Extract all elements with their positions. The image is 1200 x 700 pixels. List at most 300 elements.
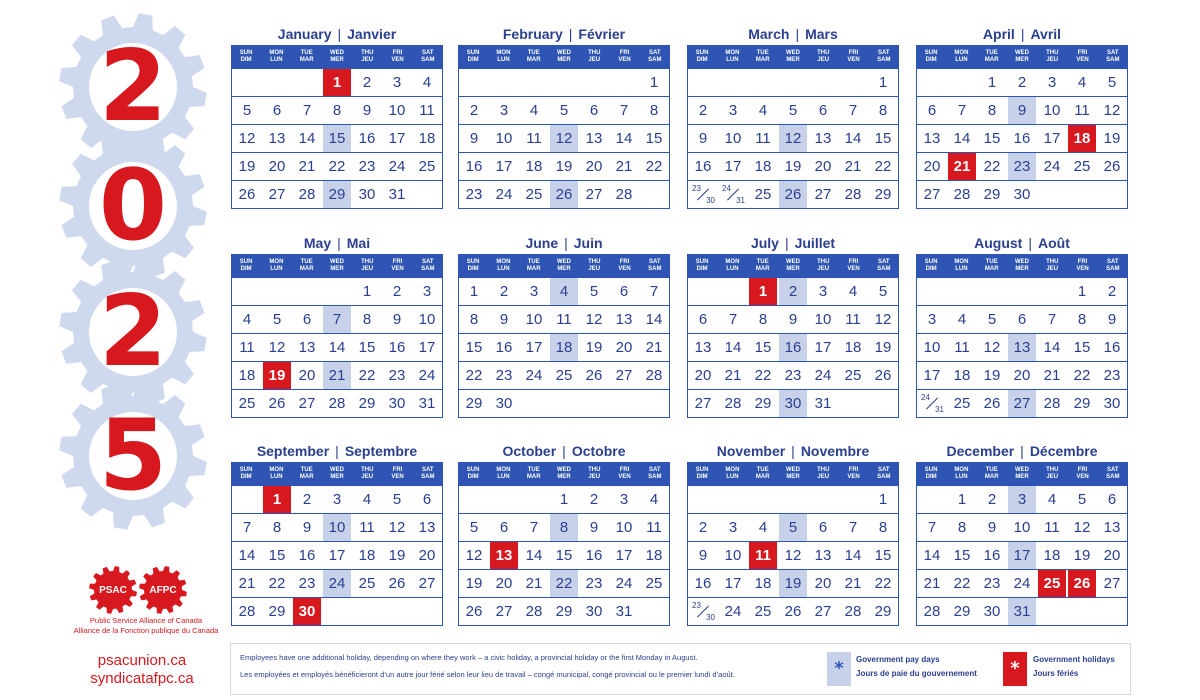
- weekday-fr: MAR: [755, 57, 770, 63]
- day-cell: 12: [983, 339, 1001, 356]
- day-cell: 27: [585, 186, 603, 203]
- weekday-thu: [579, 462, 609, 486]
- day-cell: 2: [589, 491, 599, 508]
- week-row: [917, 389, 1127, 417]
- day-cell: 29: [268, 603, 286, 620]
- day-cell: 21: [724, 367, 742, 384]
- day-cell: 2: [469, 102, 479, 119]
- day-cell: 4: [362, 491, 372, 508]
- empty-cell: [460, 69, 488, 96]
- day-grid: [231, 278, 443, 418]
- day-cell: 25: [525, 186, 543, 203]
- weekday-en: MON: [269, 467, 284, 473]
- day-cell: [719, 181, 747, 208]
- weekday-en: THU: [588, 467, 601, 473]
- empty-cell: [323, 278, 351, 305]
- week-row: [232, 389, 442, 417]
- split-day-top: 24: [722, 184, 731, 193]
- weekday-tue: [519, 254, 549, 278]
- holiday-day-cell: 1: [263, 486, 291, 513]
- day-cell: 26: [784, 603, 802, 620]
- day-cell: 6: [1017, 311, 1027, 328]
- day-cell: 24: [724, 603, 742, 620]
- weekday-en: THU: [361, 50, 374, 56]
- week-row: [688, 96, 898, 124]
- day-cell: 24: [388, 158, 406, 175]
- day-cell: 13: [268, 130, 286, 147]
- day-grid: [916, 486, 1128, 626]
- month-title-en: September: [256, 443, 330, 459]
- month-title-en: March: [748, 26, 790, 42]
- day-cell: 14: [298, 130, 316, 147]
- day-cell: 4: [1077, 74, 1087, 91]
- day-cell: 12: [388, 519, 406, 536]
- day-cell: 10: [923, 339, 941, 356]
- weekday-fr: JEU: [361, 266, 374, 272]
- day-cell: 5: [878, 283, 888, 300]
- payday-day-cell: 21: [323, 362, 351, 389]
- week-row: [917, 124, 1127, 152]
- weekday-fr: LUN: [955, 57, 968, 63]
- month-title-fr: Avril: [1030, 26, 1062, 42]
- day-cell: 9: [987, 519, 997, 536]
- weekday-fr: MAR: [755, 266, 770, 272]
- weekday-en: FRI: [1077, 467, 1088, 473]
- weekday-fr: VEN: [391, 57, 404, 63]
- day-cell: 5: [1107, 74, 1117, 91]
- day-cell: 12: [465, 547, 483, 564]
- day-cell: 19: [1103, 130, 1121, 147]
- week-row: [917, 305, 1127, 333]
- day-cell: 4: [1047, 491, 1057, 508]
- day-cell: 21: [1043, 367, 1061, 384]
- week-row: [459, 486, 669, 513]
- title-separator: |: [1020, 443, 1024, 459]
- day-cell: 6: [818, 519, 828, 536]
- weekday-fr: LUN: [497, 57, 510, 63]
- weekday-fr: JEU: [588, 474, 601, 480]
- day-cell: 1: [649, 74, 659, 91]
- weekday-sun: [687, 462, 717, 486]
- weekday-sun: [458, 462, 488, 486]
- weekday-fr: SAM: [877, 474, 891, 480]
- empty-cell: [520, 486, 548, 513]
- day-cell: 14: [615, 130, 633, 147]
- empty-cell: [293, 69, 321, 96]
- weekday-en: SUN: [466, 467, 480, 473]
- month-title: [458, 440, 670, 462]
- weekday-fr: MAR: [299, 266, 314, 272]
- weekday-fr: SAM: [421, 474, 435, 480]
- day-cell: 27: [694, 395, 712, 412]
- weekday-en: THU: [817, 259, 830, 265]
- day-cell: 13: [298, 339, 316, 356]
- empty-cell: [580, 390, 608, 417]
- weekday-fri: [382, 45, 412, 69]
- day-cell: 26: [585, 367, 603, 384]
- empty-cell: [918, 278, 946, 305]
- day-cell: 16: [298, 547, 316, 564]
- week-row: [459, 278, 669, 305]
- holiday-day-cell: 1: [323, 69, 351, 96]
- empty-cell: [233, 69, 261, 96]
- day-cell: 23: [358, 158, 376, 175]
- day-cell: 19: [555, 158, 573, 175]
- weekday-en: SUN: [239, 50, 253, 56]
- day-cell: 1: [1077, 283, 1087, 300]
- day-cell: 5: [469, 519, 479, 536]
- day-cell: 26: [983, 395, 1001, 412]
- day-cell: 18: [418, 130, 436, 147]
- day-cell: 27: [298, 395, 316, 412]
- week-row: [688, 486, 898, 513]
- week-row: [688, 569, 898, 597]
- day-cell: 25: [238, 395, 256, 412]
- month-title: [916, 232, 1128, 254]
- day-cell: 20: [615, 339, 633, 356]
- day-cell: 25: [418, 158, 436, 175]
- day-cell: 17: [923, 367, 941, 384]
- day-cell: 3: [728, 102, 738, 119]
- day-cell: 13: [418, 519, 436, 536]
- weekday-fr: MAR: [526, 57, 541, 63]
- day-cell: 8: [957, 519, 967, 536]
- weekday-sun: [231, 254, 261, 278]
- day-cell: 7: [302, 102, 312, 119]
- day-cell: 22: [268, 575, 286, 592]
- week-row: [688, 361, 898, 389]
- weekday-en: TUE: [527, 467, 540, 473]
- weekday-en: MON: [269, 259, 284, 265]
- day-cell: 20: [814, 575, 832, 592]
- day-cell: 29: [953, 603, 971, 620]
- title-separator: |: [568, 26, 573, 42]
- month-title-fr: Mars: [805, 26, 838, 42]
- weekday-tue: [748, 254, 778, 278]
- split-day-bottom: 31: [736, 196, 745, 205]
- day-cell: 31: [388, 186, 406, 203]
- payday-day-cell: 16: [779, 334, 807, 361]
- day-cell: 22: [953, 575, 971, 592]
- day-cell: 24: [1043, 158, 1061, 175]
- weekday-en: TUE: [985, 50, 998, 56]
- day-cell: 9: [302, 519, 312, 536]
- split-day-bottom: 31: [935, 405, 944, 414]
- day-cell: 18: [645, 547, 663, 564]
- week-row: [459, 541, 669, 569]
- day-cell: 4: [848, 283, 858, 300]
- day-cell: 28: [1043, 395, 1061, 412]
- day-cell: 28: [844, 186, 862, 203]
- split-day-bottom: 30: [706, 613, 715, 622]
- day-cell: 7: [848, 519, 858, 536]
- day-cell: 13: [615, 311, 633, 328]
- empty-cell: [233, 278, 261, 305]
- empty-cell: [1098, 181, 1126, 208]
- weekday-sun: [458, 45, 488, 69]
- weekday-en: SUN: [695, 50, 709, 56]
- day-cell: 10: [615, 519, 633, 536]
- weekday-wed: [778, 462, 808, 486]
- day-cell: 19: [465, 575, 483, 592]
- weekday-fr: VEN: [847, 57, 860, 63]
- day-cell: 25: [358, 575, 376, 592]
- weekday-en: SAT: [1107, 259, 1119, 265]
- week-row: [917, 152, 1127, 180]
- day-cell: 16: [694, 158, 712, 175]
- day-cell: 11: [1074, 102, 1090, 119]
- day-cell: 28: [298, 186, 316, 203]
- weekday-wed: [322, 462, 352, 486]
- weekday-fri: [1067, 45, 1097, 69]
- empty-cell: [520, 69, 548, 96]
- day-cell: 20: [694, 367, 712, 384]
- day-cell: 31: [615, 603, 633, 620]
- weekday-sat: [640, 45, 670, 69]
- day-cell: 25: [754, 603, 772, 620]
- day-cell: 17: [525, 339, 543, 356]
- weekday-mon: [946, 462, 976, 486]
- day-cell: 13: [814, 130, 832, 147]
- weekday-header: [687, 45, 899, 69]
- week-row: [688, 333, 898, 361]
- weekday-fr: VEN: [847, 474, 860, 480]
- weekday-header: [916, 462, 1128, 486]
- weekday-wed: [322, 45, 352, 69]
- weekday-fri: [382, 254, 412, 278]
- day-cell: 19: [874, 339, 892, 356]
- day-cell: 23: [298, 575, 316, 592]
- empty-cell: [689, 486, 717, 513]
- day-cell: 9: [698, 130, 708, 147]
- day-cell: 11: [239, 339, 255, 356]
- weekday-sun: [687, 254, 717, 278]
- day-cell: 28: [953, 186, 971, 203]
- empty-cell: [869, 390, 897, 417]
- weekday-tue: [519, 462, 549, 486]
- day-cell: 14: [953, 130, 971, 147]
- weekday-fri: [609, 254, 639, 278]
- day-cell: 23: [388, 367, 406, 384]
- weekday-fr: VEN: [1076, 266, 1089, 272]
- day-cell: 5: [559, 102, 569, 119]
- year-digit-2: 0: [98, 149, 168, 263]
- empty-cell: [383, 598, 411, 625]
- day-cell: 24: [814, 367, 832, 384]
- day-cell: 12: [1103, 102, 1121, 119]
- legend-payday-fr: Jours de paie du gouvernement: [856, 669, 977, 678]
- empty-cell: [839, 390, 867, 417]
- day-cell: 17: [724, 575, 742, 592]
- weekday-tue: [292, 45, 322, 69]
- weekday-en: SAT: [422, 50, 434, 56]
- week-row: [917, 180, 1127, 208]
- day-cell: 31: [418, 395, 436, 412]
- week-row: [688, 389, 898, 417]
- day-cell: 8: [469, 311, 479, 328]
- weekday-en: SUN: [239, 467, 253, 473]
- empty-cell: [323, 598, 351, 625]
- day-cell: 14: [844, 130, 862, 147]
- day-cell: 22: [328, 158, 346, 175]
- day-cell: 29: [874, 603, 892, 620]
- weekday-en: SUN: [695, 259, 709, 265]
- day-cell: 17: [1043, 130, 1061, 147]
- weekday-fr: DIM: [696, 266, 708, 272]
- empty-cell: [413, 181, 441, 208]
- website-fr-link[interactable]: syndicatafpc.ca: [90, 670, 194, 687]
- day-cell: 15: [754, 339, 772, 356]
- weekday-sat: [640, 462, 670, 486]
- day-cell: 26: [388, 575, 406, 592]
- day-cell: 6: [1107, 491, 1117, 508]
- day-grid: [687, 486, 899, 626]
- payday-day-cell: 19: [779, 570, 807, 597]
- logo-psac-text: PSAC: [99, 585, 127, 596]
- empty-cell: [263, 69, 291, 96]
- month-title-fr: Janvier: [347, 26, 397, 42]
- day-cell: 12: [268, 339, 286, 356]
- day-cell: 15: [555, 547, 573, 564]
- day-cell: 22: [465, 367, 483, 384]
- day-cell: 19: [585, 339, 603, 356]
- weekday-en: SAT: [878, 467, 890, 473]
- month-april: [916, 23, 1128, 209]
- weekday-tue: [292, 254, 322, 278]
- day-cell: 28: [238, 603, 256, 620]
- day-cell: 4: [957, 311, 967, 328]
- day-cell: 26: [1103, 158, 1121, 175]
- day-cell: 14: [525, 547, 543, 564]
- month-february: [458, 23, 670, 209]
- day-cell: 12: [238, 130, 256, 147]
- weekday-fr: DIM: [467, 266, 479, 272]
- weekday-fr: SAM: [648, 57, 662, 63]
- empty-cell: [550, 69, 578, 96]
- weekday-fr: JEU: [817, 57, 830, 63]
- weekday-fri: [609, 462, 639, 486]
- weekday-en: TUE: [527, 259, 540, 265]
- day-cell: 5: [788, 102, 798, 119]
- day-cell: 21: [615, 158, 633, 175]
- weekday-en: SAT: [422, 259, 434, 265]
- month-title-fr: Août: [1037, 235, 1070, 251]
- day-cell: 31: [814, 395, 832, 412]
- day-cell: 2: [698, 102, 708, 119]
- weekday-mon: [488, 254, 518, 278]
- weekday-tue: [977, 462, 1007, 486]
- weekday-fr: LUN: [726, 57, 739, 63]
- empty-cell: [918, 486, 946, 513]
- weekday-en: FRI: [392, 467, 403, 473]
- day-cell: 12: [874, 311, 892, 328]
- month-title: [687, 232, 899, 254]
- day-cell: 17: [388, 130, 406, 147]
- week-row: [232, 486, 442, 513]
- day-cell: 2: [1017, 74, 1027, 91]
- left-panel: [0, 0, 220, 700]
- day-cell: [689, 598, 717, 625]
- day-grid: [231, 69, 443, 209]
- weekday-fr: MAR: [299, 474, 314, 480]
- day-cell: 17: [814, 339, 832, 356]
- weekday-fr: MER: [557, 266, 571, 272]
- weekday-thu: [579, 254, 609, 278]
- day-cell: 13: [814, 547, 832, 564]
- weekday-fr: SAM: [421, 57, 435, 63]
- week-row: [232, 361, 442, 389]
- weekday-fr: LUN: [726, 474, 739, 480]
- weekday-fr: MER: [1015, 57, 1029, 63]
- week-row: [917, 333, 1127, 361]
- website-en-link[interactable]: psacunion.ca: [97, 652, 187, 669]
- month-title-en: July: [750, 235, 779, 251]
- empty-cell: [263, 278, 291, 305]
- week-row: [459, 96, 669, 124]
- title-separator: |: [564, 235, 568, 251]
- weekday-en: TUE: [985, 467, 998, 473]
- day-cell: 3: [1047, 74, 1057, 91]
- month-january: [231, 23, 443, 209]
- week-row: [459, 305, 669, 333]
- day-cell: 9: [589, 519, 599, 536]
- weekday-en: THU: [1046, 467, 1059, 473]
- payday-day-cell: 18: [550, 334, 578, 361]
- week-row: [917, 361, 1127, 389]
- day-cell: 14: [1043, 339, 1061, 356]
- weekday-en: FRI: [848, 50, 859, 56]
- weekday-fr: SAM: [877, 266, 891, 272]
- payday-day-cell: 26: [779, 181, 807, 208]
- week-row: [459, 333, 669, 361]
- weekday-en: SAT: [422, 467, 434, 473]
- legend-holiday-swatch: *: [1003, 652, 1027, 686]
- weekday-fr: MAR: [755, 474, 770, 480]
- weekday-fr: JEU: [1046, 474, 1059, 480]
- weekday-header: [687, 254, 899, 278]
- day-cell: 19: [983, 367, 1001, 384]
- day-cell: 9: [392, 311, 402, 328]
- month-august: [916, 232, 1128, 418]
- weekday-mon: [946, 45, 976, 69]
- day-cell: 2: [362, 74, 372, 91]
- day-grid: [687, 69, 899, 209]
- weekday-en: FRI: [619, 50, 630, 56]
- weekday-header: [458, 254, 670, 278]
- day-cell: 16: [585, 547, 603, 564]
- weekday-fr: LUN: [497, 266, 510, 272]
- month-september: [231, 440, 443, 626]
- weekday-en: THU: [361, 259, 374, 265]
- day-cell: 8: [332, 102, 342, 119]
- weekday-en: WED: [1014, 467, 1029, 473]
- day-cell: 7: [649, 283, 659, 300]
- weekday-fr: SAM: [648, 266, 662, 272]
- weekday-thu: [352, 462, 382, 486]
- day-cell: 6: [818, 102, 828, 119]
- weekday-en: MON: [954, 50, 969, 56]
- empty-cell: [1098, 598, 1126, 625]
- empty-cell: [719, 278, 747, 305]
- day-cell: 6: [422, 491, 432, 508]
- day-cell: 15: [268, 547, 286, 564]
- day-cell: 26: [268, 395, 286, 412]
- weekday-fr: MER: [786, 474, 800, 480]
- day-cell: 7: [1047, 311, 1057, 328]
- empty-cell: [839, 69, 867, 96]
- weekday-wed: [1007, 254, 1037, 278]
- weekday-en: SUN: [695, 467, 709, 473]
